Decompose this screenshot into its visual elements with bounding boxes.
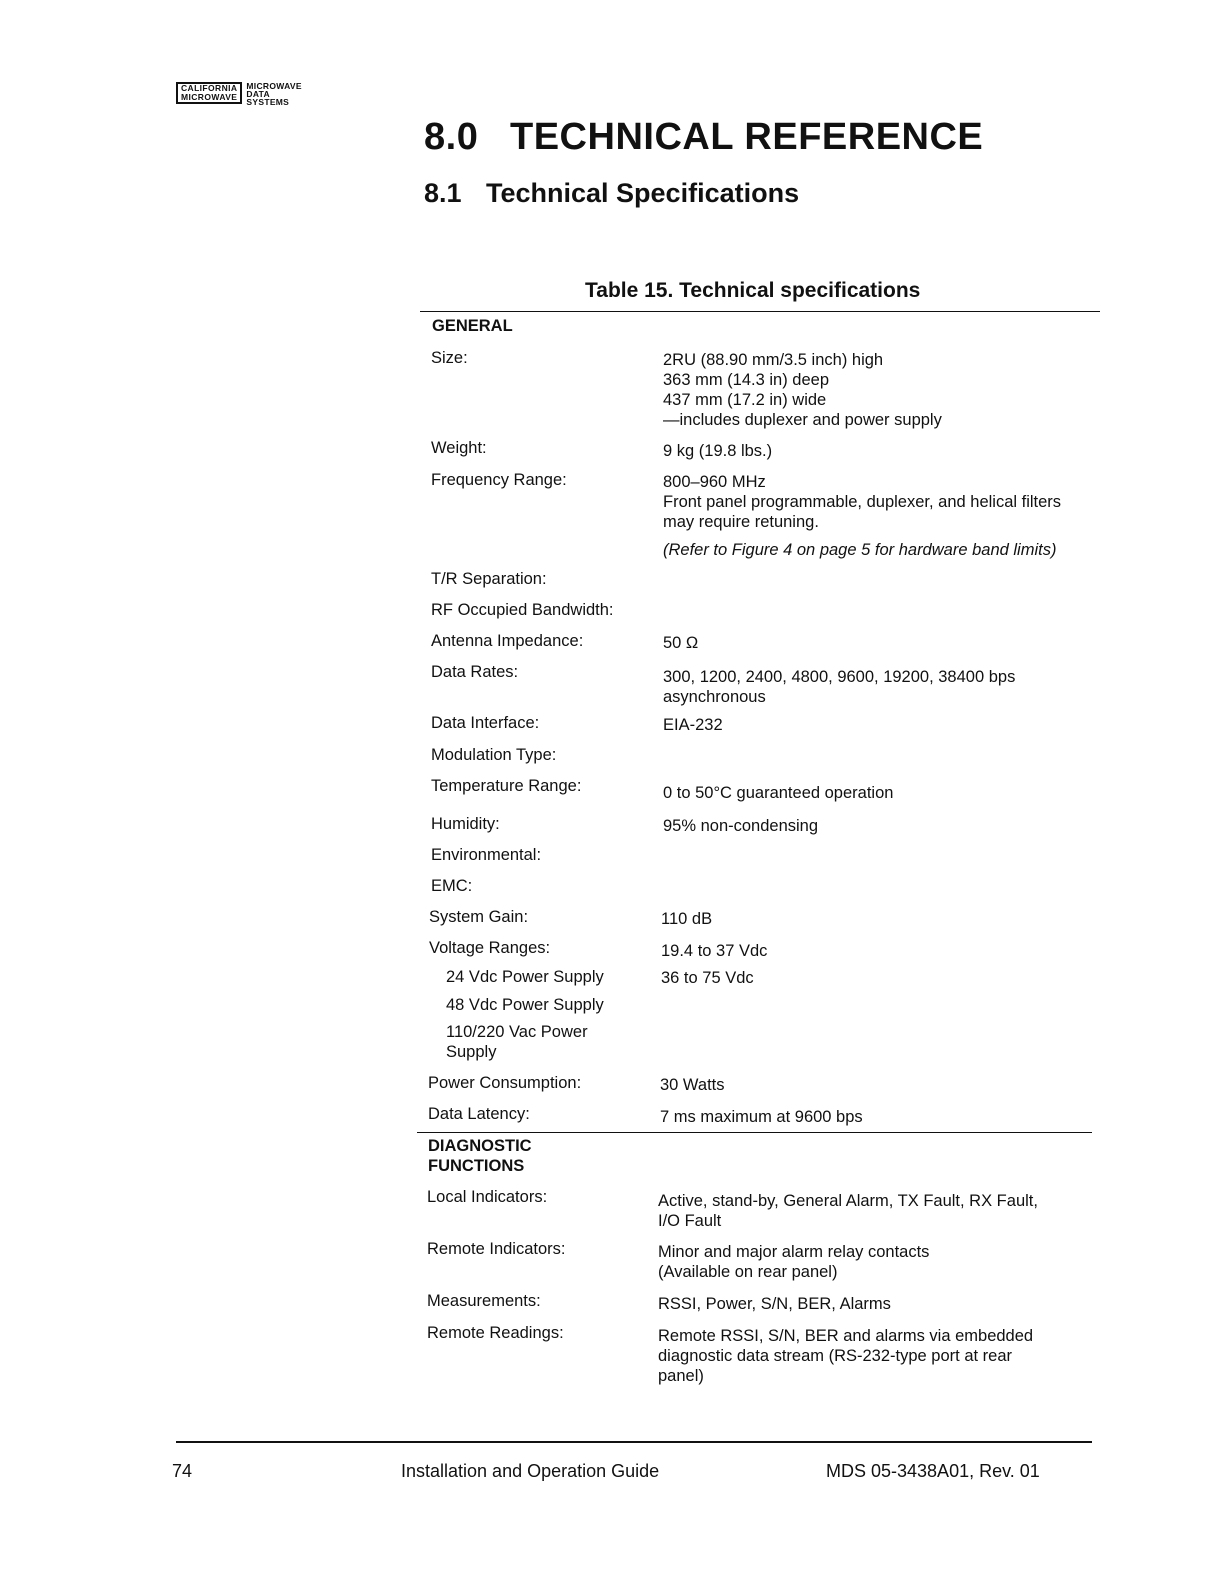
spec-sublabel: 24 Vdc Power Supply — [446, 968, 604, 986]
spec-value: Minor and major alarm relay contacts (Available on rear panel) — [658, 1243, 930, 1281]
footer-rule — [176, 1441, 1092, 1443]
spec-note: (Refer to Figure 4 on page 5 for hardware band limits) — [663, 541, 1057, 559]
spec-value: 110 dB — [661, 910, 713, 928]
spec-value: 95% non-condensing — [663, 817, 819, 835]
spec-label: Power Consumption: — [428, 1074, 582, 1092]
section-general-title: GENERAL — [432, 317, 513, 335]
spec-label: Measurements: — [427, 1292, 541, 1310]
spec-value: Active, stand-by, General Alarm, TX Fault, RX Fault, I/O Fault — [658, 1192, 1038, 1230]
company-logo — [176, 82, 302, 106]
chapter-heading — [424, 116, 983, 159]
spec-label: Weight: — [431, 439, 487, 457]
spec-label: Temperature Range: — [431, 777, 582, 795]
spec-label: EMC: — [431, 877, 473, 895]
section-title: Technical Specifications — [486, 178, 800, 208]
spec-value: 2RU (88.90 mm/3.5 inch) high 363 mm (14.3 in) deep 437 mm (17.2 in) wide —includes duplexer and power supply — [663, 351, 942, 429]
spec-value: 7 ms maximum at 9600 bps — [660, 1108, 863, 1126]
table-top-rule — [420, 311, 1100, 312]
logo-text-line-1: MICROWAVE — [246, 81, 302, 91]
spec-label: Local Indicators: — [427, 1188, 548, 1206]
spec-value: 9 kg (19.8 lbs.) — [663, 442, 773, 460]
table-caption: Table 15. Technical specifications — [585, 279, 921, 302]
logo-text — [246, 82, 301, 106]
section-divider-rule — [417, 1132, 1092, 1133]
spec-label: Voltage Ranges: — [429, 939, 551, 957]
section-diagnostic-title: DIAGNOSTIC FUNCTIONS — [428, 1137, 532, 1175]
chapter-number: 8.0 — [424, 116, 479, 158]
spec-label: Remote Indicators: — [427, 1240, 566, 1258]
spec-label: System Gain: — [429, 908, 529, 926]
spec-value: EIA-232 — [663, 716, 723, 734]
spec-label: Antenna Impedance: — [431, 632, 584, 650]
spec-label: Environmental: — [431, 846, 542, 864]
spec-label: RF Occupied Bandwidth: — [431, 601, 614, 619]
page-number: 74 — [172, 1461, 193, 1481]
spec-sublabel: 48 Vdc Power Supply — [446, 996, 604, 1014]
spec-label: Data Interface: — [431, 714, 540, 732]
logo-box — [176, 82, 242, 104]
footer-guide-title: Installation and Operation Guide — [401, 1461, 660, 1481]
spec-value: 36 to 75 Vdc — [661, 969, 754, 987]
spec-sublabel: 110/220 Vac Power Supply — [446, 1023, 588, 1061]
spec-value: 0 to 50°C guaranteed operation — [663, 784, 894, 802]
logo-text-line-2: DATA — [246, 89, 270, 99]
spec-value: 30 Watts — [660, 1076, 725, 1094]
section-number: 8.1 — [424, 178, 462, 208]
spec-label: Data Rates: — [431, 663, 519, 681]
chapter-title: TECHNICAL REFERENCE — [510, 116, 984, 158]
spec-value: 300, 1200, 2400, 4800, 9600, 19200, 38400 bps asynchronous — [663, 668, 1016, 706]
spec-value: 19.4 to 37 Vdc — [661, 942, 768, 960]
logo-box-line-2: MICROWAVE — [181, 92, 238, 102]
section-heading — [424, 178, 799, 209]
footer-document-id: MDS 05-3438A01, Rev. 01 — [826, 1461, 1040, 1481]
spec-label: Frequency Range: — [431, 471, 567, 489]
spec-label: Modulation Type: — [431, 746, 557, 764]
spec-value: RSSI, Power, S/N, BER, Alarms — [658, 1295, 891, 1313]
spec-label: Remote Readings: — [427, 1324, 564, 1342]
spec-label: Humidity: — [431, 815, 500, 833]
spec-value: 800–960 MHz Front panel programmable, duplexer, and helical filters may require retuning. — [663, 473, 1062, 531]
spec-value: Remote RSSI, S/N, BER and alarms via embedded diagnostic data stream (RS-232-type port at rear panel) — [658, 1327, 1034, 1385]
logo-box-line-1: CALIFORNIA — [181, 83, 238, 93]
spec-label: Data Latency: — [428, 1105, 530, 1123]
logo-text-line-3: SYSTEMS — [246, 97, 290, 107]
spec-label: Size: — [431, 349, 468, 367]
spec-label: T/R Separation: — [431, 570, 547, 588]
spec-value: 50 Ω — [663, 634, 699, 652]
